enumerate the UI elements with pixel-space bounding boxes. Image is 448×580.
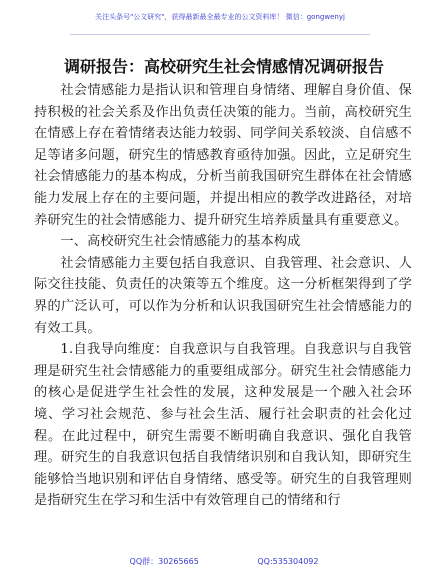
page-footer (0, 556, 448, 567)
page-header (70, 8, 370, 35)
document-title: 调研报告：高校研究生社会情感情况调研报告 (63, 57, 384, 76)
header-promo-text: 关注头条号"公文研究"，获得最新最全最专业的公文资料库！ 微信：gongwenyj (95, 13, 345, 21)
footer-qq-group: QQ群：30265665 (129, 557, 199, 566)
paragraph-framework: 社会情感能力主要包括自我意识、自我管理、社会意识、人际交往技能、负责任的决策等五个维度。这一分析框架得到了学界的广泛认可，可以作为分析和认识我国研究生社会情感能力的有效工具。 (34, 255, 412, 336)
paragraph-intro: 社会情感能力是指认识和管理自身情绪、理解自身价值、保持积极的社会关系及作出负责任决策的能力。当前，高校研究生在情感上存在着情绪表达能力较弱、同学间关系较淡、自信感不足等诸多问题，研究生的情感教育亟待加强。因此，立足研究生社会情感能力的基本构成，分析当前我国研究生群体在社会情感能力发展上存在的主要问题，并提出相应的教学改进路径，对培养研究生的社会情感能力、提升研究生培养质量具有重要意义。 (34, 83, 412, 228)
section-heading-1: 一、高校研究生社会情感能力的基本构成 (60, 234, 301, 250)
paragraph-self-orientation: 1.自我导向维度：自我意识与自我管理。自我意识与自我管理是研究生社会情感能力的重要组成部分。研究生社会情感能力的核心是促进学生社会性的发展，这种发展是一个融入社会环境、学习社会规范、参与社会生活、履行社会职责的社会化过程。在此过程中，研究生需要不断明确自我意识、强化自我管理。研究生的自我意识包括自我情绪识别和自我认知，即研究生能够恰当地识别和评估自身情绪、感受等。研究生的自我管理则是指研究生在学习和生活中有效管理自己的情绪和行 (34, 342, 412, 509)
document-body (34, 80, 412, 512)
footer-qq: QQ:535304092 (257, 557, 319, 566)
